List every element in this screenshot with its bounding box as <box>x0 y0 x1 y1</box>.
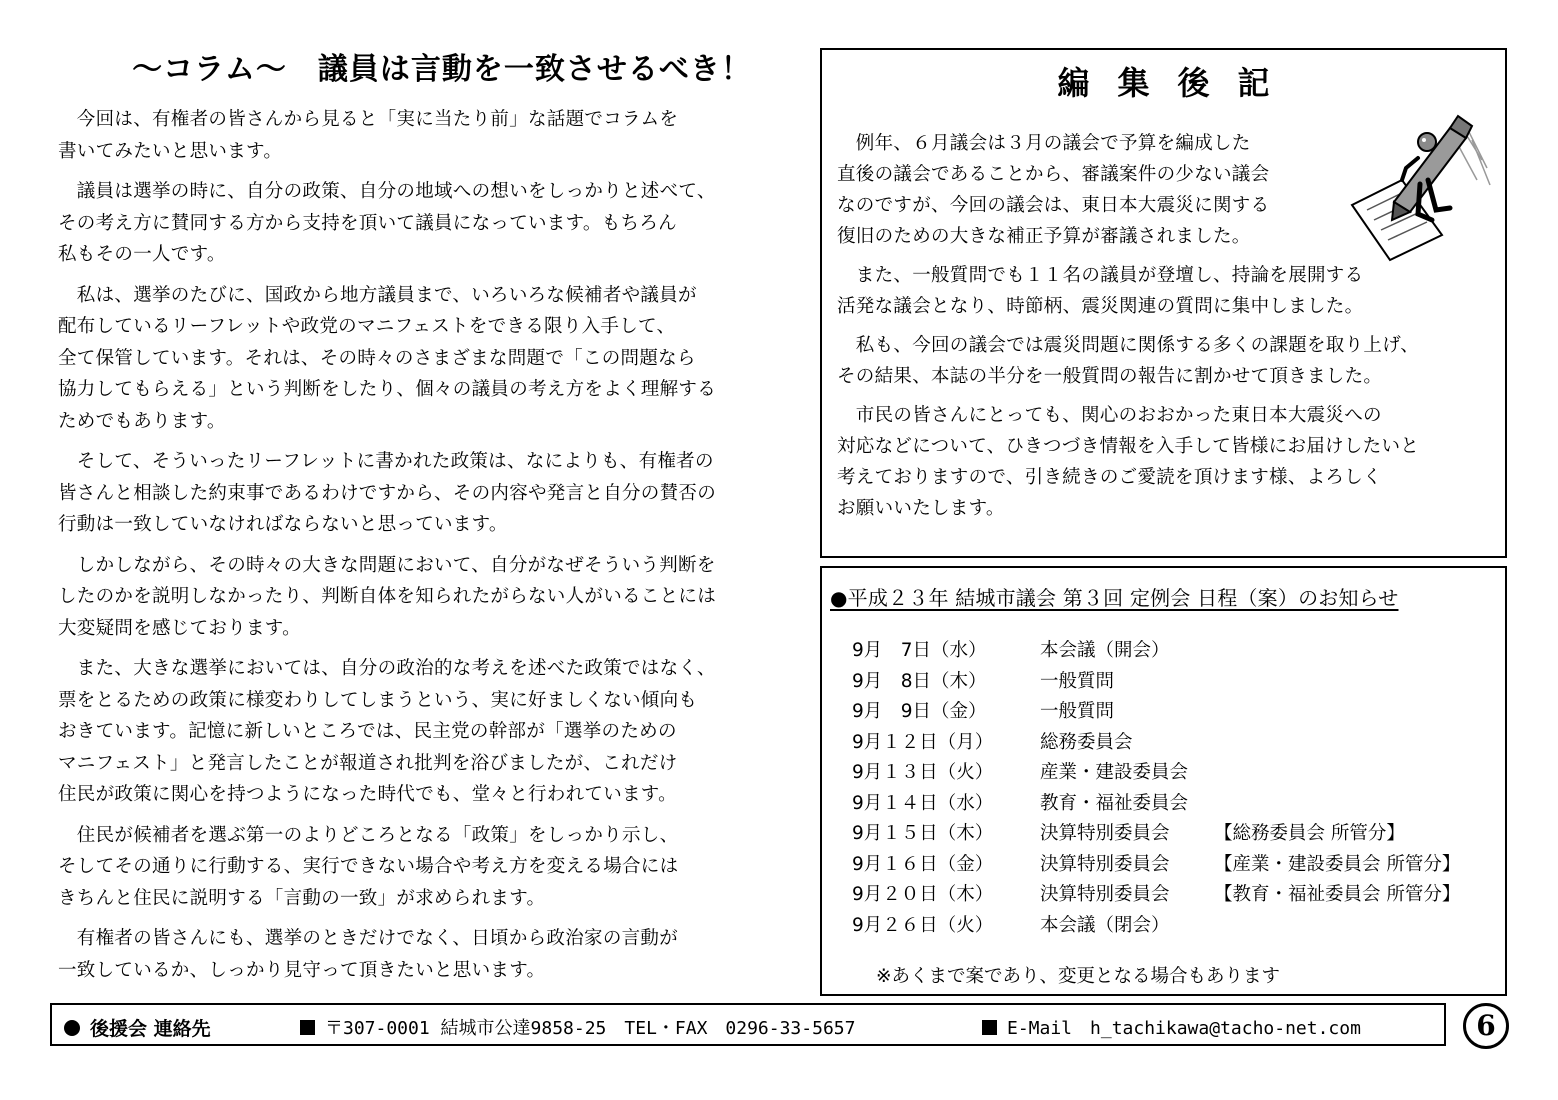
column-section <box>58 48 806 995</box>
schedule-row <box>852 911 1492 942</box>
schedule-row <box>852 667 1492 698</box>
page-number: 6 <box>1463 1003 1509 1049</box>
text-line: 大変疑問を感じております。 <box>58 617 301 639</box>
editor-notes-box <box>820 48 1507 558</box>
text-line: 行動は一致していなければならないと思っています。 <box>58 514 508 535</box>
schedule-event: 決算特別委員会 <box>1040 884 1170 905</box>
square-bullet-icon <box>982 1020 997 1035</box>
schedule-row <box>852 697 1492 728</box>
text-line: その結果、本誌の半分を一般質問の報告に割かせて頂きました。 <box>837 366 1383 387</box>
column-paragraph <box>58 446 806 541</box>
text-line: また、大きな選挙においては、自分の政治的な考えを述べた政策ではなく、 <box>58 658 716 679</box>
editor-paragraph <box>837 400 1502 524</box>
schedule-list <box>852 636 1492 941</box>
editor-paragraph <box>837 128 1502 252</box>
text-line: その考え方に賛同する方から支持を頂いて議員になっています。もちろん <box>58 212 677 234</box>
schedule-event: 一般質問 <box>1040 670 1115 692</box>
text-line: 復旧のための大きな補正予算が審議されました。 <box>837 226 1251 247</box>
schedule-date: 9月１２日（月） <box>852 731 994 753</box>
text-line: 全て保管しています。それは、その時々のさまざまな問題で「この問題なら <box>58 347 696 369</box>
text-line: 直後の議会であることから、審議案件の少ない議会 <box>837 164 1270 185</box>
schedule-event: 産業・建設委員会 <box>1040 762 1189 783</box>
editor-notes-title: 編集後記 <box>1057 64 1298 102</box>
text-line: そして、そういったリーフレットに書かれた政策は、なによりも、有権者の <box>58 451 714 472</box>
schedule-event: 決算特別委員会 <box>1040 853 1170 875</box>
schedule-note: 【総務委員会 所管分】 <box>1214 823 1405 844</box>
column-paragraph <box>58 820 806 915</box>
text-line: 票をとるための政策に様変わりしてしまうという、実に好ましくない傾向も <box>58 689 698 711</box>
text-line: 私は、選挙のたびに、国政から地方議員まで、いろいろな候補者や議員が <box>58 284 697 306</box>
editor-paragraph <box>837 260 1502 322</box>
schedule-date: 9月 8日（木） <box>852 670 987 692</box>
text-line: 考えておりますので、引き続きのご愛読を頂けます様、よろしく <box>837 467 1382 488</box>
text-line: 配布しているリーフレットや政党のマニフェストをできる限り入手して、 <box>58 316 676 337</box>
text-line: 私も、今回の議会では震災問題に関係する多くの課題を取り上げ、 <box>837 335 1420 356</box>
schedule-title: ●平成２３年 結城市議会 第３回 定例会 日程（案）のお知らせ <box>830 586 1399 610</box>
schedule-event: 教育・福祉委員会 <box>1040 792 1189 814</box>
text-line: お願いいたします。 <box>837 498 1005 519</box>
schedule-disclaimer: ※あくまで案であり、変更となる場合もあります <box>876 966 1281 987</box>
schedule-date: 9月１３日（火） <box>852 762 994 783</box>
text-line: 住民が候補者を選ぶ第一のよりどころとなる「政策」をしっかり示し、 <box>58 824 679 846</box>
schedule-note: 【産業・建設委員会 所管分】 <box>1214 853 1461 875</box>
column-body <box>58 104 806 986</box>
schedule-date: 9月２６日（火） <box>852 914 994 936</box>
schedule-date: 9月 9日（金） <box>852 701 987 722</box>
text-line: 議員は選挙の時に、自分の政策、自分の地域への想いをしっかりと述べて、 <box>58 181 716 202</box>
text-line: 市民の皆さんにとっても、関心のおおかった東日本大震災への <box>837 405 1382 426</box>
text-line: きちんと住民に説明する「言動の一致」が求められます。 <box>58 887 546 909</box>
schedule-date: 9月１６日（金） <box>852 853 994 875</box>
text-line: そしてその通りに行動する、実行できない場合や考え方を変える場合には <box>58 856 679 877</box>
contact-address-wrap <box>300 1014 855 1040</box>
column-paragraph <box>58 104 806 167</box>
schedule-event: 本会議（開会） <box>1040 640 1170 661</box>
text-line: 対応などについて、ひきつづき情報を入手して皆様にお届けしたいと <box>837 436 1420 457</box>
contact-bar <box>50 1003 1446 1046</box>
bullet-icon <box>64 1020 80 1036</box>
text-line: おきています。記憶に新しいところでは、民主党の幹部が「選挙のための <box>58 721 677 742</box>
schedule-date: 9月 7日（水） <box>852 640 987 661</box>
text-line: 私もその一人です。 <box>58 244 226 265</box>
schedule-date: 9月１４日（水） <box>852 792 994 814</box>
contact-label: 後援会 連絡先 <box>90 1018 211 1040</box>
editor-paragraph <box>837 330 1502 392</box>
column-paragraph <box>58 653 806 811</box>
text-line: 住民が政策に関心を持つようになった時代でも、堂々と行われています。 <box>58 784 677 805</box>
schedule-event: 総務委員会 <box>1040 731 1133 753</box>
column-paragraph <box>58 280 806 438</box>
schedule-date: 9月１５日（木） <box>852 823 994 844</box>
schedule-row <box>852 819 1492 850</box>
schedule-row <box>852 636 1492 667</box>
square-bullet-icon <box>300 1020 315 1035</box>
text-line: なのですが、今回の議会は、東日本大震災に関する <box>837 195 1270 216</box>
schedule-row <box>852 850 1492 881</box>
schedule-event: 一般質問 <box>1040 701 1115 722</box>
text-line: 有権者の皆さんにも、選挙のときだけでなく、日頃から政治家の言動が <box>58 928 679 949</box>
text-line: 書いてみたいと思います。 <box>58 140 283 162</box>
text-line: 今回は、有権者の皆さんから見ると「実に当たり前」な話題でコラムを <box>58 109 679 130</box>
contact-address: 〒307-0001 結城市公達9858-25 TEL・FAX 0296-33-5657 <box>325 1018 856 1039</box>
column-paragraph <box>58 176 806 271</box>
text-line: しかしながら、その時々の大きな問題において、自分がなぜそういう判断を <box>58 554 716 576</box>
schedule-date: 9月２０日（木） <box>852 884 994 905</box>
text-line: 皆さんと相談した約束事であるわけですから、その内容や発言と自分の賛否の <box>58 482 717 504</box>
column-paragraph <box>58 550 806 645</box>
text-line: マニフェスト」と発言したことが報道され批判を浴びましたが、これだけ <box>58 752 678 774</box>
schedule-note: 【教育・福祉委員会 所管分】 <box>1214 884 1461 905</box>
text-line: また、一般質問でも１１名の議員が登壇し、持論を展開する <box>837 265 1364 286</box>
text-line: ためでもあります。 <box>58 410 226 432</box>
editor-notes-body <box>837 128 1502 532</box>
schedule-box <box>820 566 1507 996</box>
schedule-event: 本会議（閉会） <box>1040 914 1170 936</box>
text-line: 一致しているか、しっかり見守って頂きたいと思います。 <box>58 959 546 981</box>
column-title: ～コラム～ 議員は言動を一致させるべき！ <box>132 52 752 87</box>
text-line: したのかを説明しなかったり、判断自体を知られたがらない人がいることには <box>58 586 717 607</box>
schedule-row <box>852 880 1492 911</box>
schedule-row <box>852 789 1492 820</box>
schedule-row <box>852 758 1492 789</box>
text-line: 例年、６月議会は３月の議会で予算を編成した <box>837 133 1251 154</box>
contact-email-wrap <box>982 1014 1361 1040</box>
contact-email: E-Mail h_tachikawa@tacho-net.com <box>1007 1018 1361 1039</box>
text-line: 協力してもらえる」という判断をしたり、個々の議員の考え方をよく理解する <box>58 379 717 400</box>
schedule-event: 決算特別委員会 <box>1040 823 1170 844</box>
text-line: 活発な議会となり、時節柄、震災関連の質問に集中しました。 <box>837 296 1364 317</box>
schedule-row <box>852 728 1492 759</box>
column-paragraph <box>58 923 806 986</box>
contact-label-wrap <box>64 1014 211 1041</box>
